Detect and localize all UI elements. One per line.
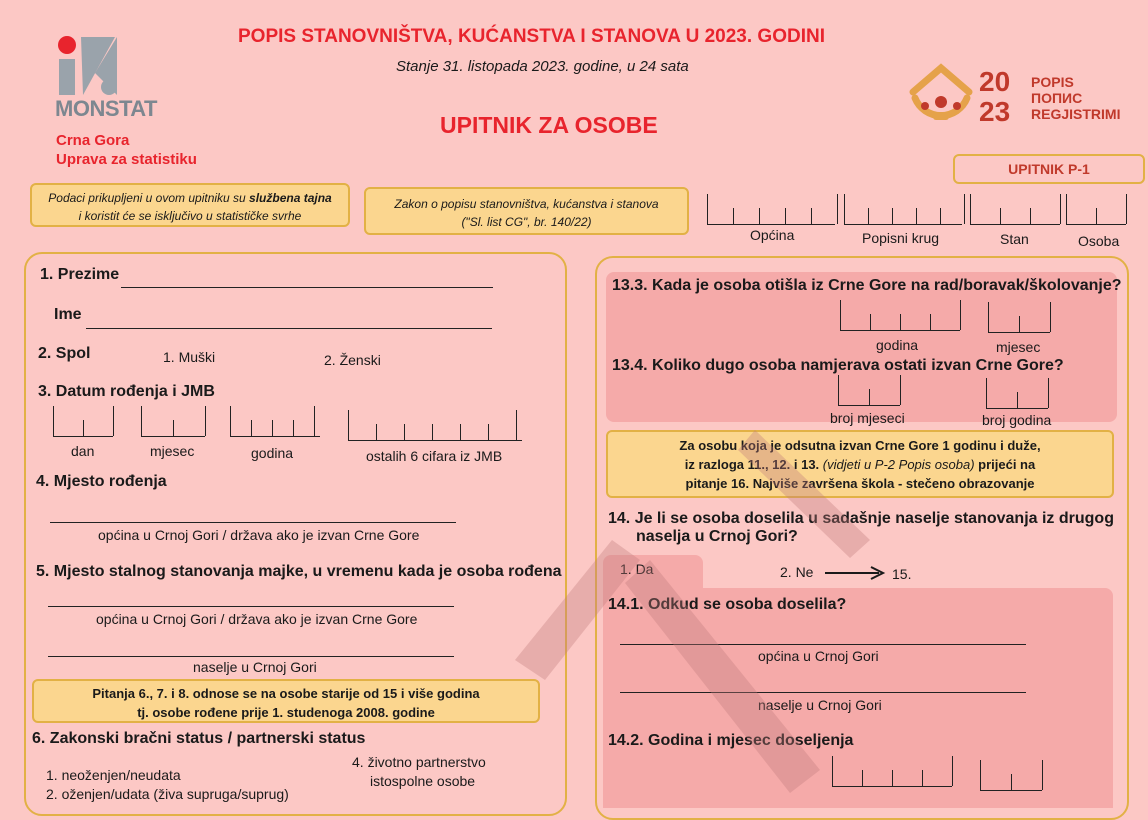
q14-1-line-2[interactable] [620,692,1026,693]
osoba-label: Osoba [1078,233,1120,249]
dob-day-label: dan [71,443,95,459]
dob-day-boxes[interactable] [53,406,113,437]
mother-residence-line-2[interactable] [48,656,454,657]
q3-dob-label: 3. Datum rođenja i JMB [38,383,215,400]
absence-note-line-2c: prijeći na [974,457,1036,472]
dob-month-boxes[interactable] [141,406,205,437]
jmb-boxes[interactable] [348,410,522,441]
popisni-krug-boxes[interactable] [844,194,962,225]
q13-4-label: 13.4. Koliko dugo osoba namjerava ostati izvan Crne Gore? [612,357,1064,374]
popisni-krug-label: Popisni krug [862,230,940,246]
logo-agency: Uprava za statistiku [56,151,197,168]
brand-year-bottom: 23 [979,96,1011,127]
age-note-box [32,679,540,723]
birthplace-caption: općina u Crnoj Gori / država ako je izvan Crne Gore [98,527,420,543]
form-code-badge [953,154,1145,184]
goto-arrow-icon [823,565,887,581]
brand-text-3: REGJISTRIMI [1031,106,1121,122]
q13-3-month-label: mjesec [996,339,1041,355]
birthplace-input-line[interactable] [50,522,456,523]
absence-note-line-3: pitanje 16. Najviše završena škola - stečeno obrazovanje [685,476,1035,491]
q14-1-caption-1: općina u Crnoj Gori [758,648,879,664]
logo-name: MONSTAT [55,96,157,121]
notice-text: Podaci prikupljeni u ovom upitniku su [48,191,250,205]
mother-residence-caption-2: naselje u Crnoj Gori [193,659,317,675]
confidentiality-notice [30,183,350,227]
census-subtitle: Stanje 31. listopada 2023. godine, u 24 sata [396,58,689,75]
name-input-line[interactable] [86,328,492,329]
form-code: UPITNIK P-1 [1008,161,1090,177]
q13-3-label: 13.3. Kada je osoba otišla iz Crne Gore na rad/boravak/školovanje? [612,277,1122,294]
law-notice [364,187,689,235]
house-people-icon [905,62,977,138]
marital-option-2[interactable]: 2. oženjen/udata (živa supruga/suprug) [46,786,289,802]
q14-1-caption-2: naselje u Crnoj Gori [758,697,882,713]
law-ref: ("Sl. list CG", br. 140/22) [461,215,592,229]
q13-4-months-label: broj mjeseci [830,410,905,426]
age-note-line-2: tj. osobe rođene prije 1. studenoga 2008. godine [137,705,435,720]
q5-mother-residence-label: 5. Mjesto stalnog stanovanja majke, u vremenu kada je osoba rođena [36,563,562,580]
dob-month-label: mjesec [150,443,195,459]
opcina-label: Općina [750,227,795,243]
law-text: Zakon o popisu stanovništva, kućanstva i stanova [394,197,659,211]
osoba-code-boxes[interactable] [1066,194,1126,225]
mother-residence-caption-1: općina u Crnoj Gori / država ako je izvan Crne Gore [96,611,418,627]
q14-label-2: naselja u Crnoj Gori? [636,528,798,545]
notice-text-2: i koristit će se isključivo u statističke svrhe [78,209,302,223]
opcina-code-boxes[interactable] [707,194,835,225]
absence-note-box [606,430,1114,498]
sex-option-female[interactable]: 2. Ženski [324,352,381,368]
q13-4-years-boxes[interactable] [986,378,1048,409]
brand-text-2: ПОПИС [1031,90,1083,106]
q13-4-years-label: broj godina [982,412,1052,428]
jmb-label: ostalih 6 cifara iz JMB [366,448,503,464]
census-title: POPIS STANOVNIŠTVA, KUĆANSTVA I STANOVA U 2023. GODINI [238,26,825,47]
dob-year-boxes[interactable] [230,406,320,437]
q14-2-year-boxes[interactable] [832,756,952,787]
form-title: UPITNIK ZA OSOBE [440,112,658,138]
sex-option-male[interactable]: 1. Muški [163,349,216,365]
q14-1-label: 14.1. Odkud se osoba doselila? [608,596,847,613]
q14-option-yes[interactable]: 1. Da [620,561,654,577]
q13-3-year-label: godina [876,337,919,353]
marital-option-4a[interactable]: 4. životno partnerstvo [352,754,486,770]
brand-text-1: POPIS [1031,74,1074,90]
q1-surname-label: 1. Prezime [40,266,120,283]
q6-marital-label: 6. Zakonski bračni status / partnerski status [32,730,366,747]
marital-option-4b[interactable]: istospolne osobe [370,773,476,789]
dob-year-label: godina [251,445,294,461]
marital-option-1[interactable]: 1. neoženjen/neudata [46,767,181,783]
q13-4-months-boxes[interactable] [838,375,900,406]
mother-residence-line-1[interactable] [48,606,454,607]
stan-label: Stan [1000,231,1029,247]
logo-country: Crna Gora [56,132,130,149]
q14-1-line-1[interactable] [620,644,1026,645]
q1-name-label: Ime [54,306,82,323]
surname-input-line[interactable] [121,287,493,288]
q14-option-no[interactable]: 2. Ne [780,564,814,580]
absence-note-line-1: Za osobu koja je odsutna izvan Crne Gore 1 godinu i duže, [679,438,1041,453]
q14-2-label: 14.2. Godina i mjesec doseljenja [608,732,854,749]
q13-3-month-boxes[interactable] [988,302,1050,333]
q4-birthplace-label: 4. Mjesto rođenja [36,473,167,490]
q13-3-year-boxes[interactable] [840,300,960,331]
census-brand-logo [905,62,1135,142]
absence-note-ref: (vidjeti u P-2 Popis osoba) [822,457,975,472]
q14-goto-target: 15. [892,566,912,582]
notice-bold: službena tajna [249,191,332,205]
q14-2-month-boxes[interactable] [980,760,1042,791]
stan-code-boxes[interactable] [970,194,1060,225]
age-note-line-1: Pitanja 6., 7. i 8. odnose se na osobe starije od 15 i više godina [92,686,480,701]
q14-label-1: 14. Je li se osoba doselila u sadašnje naselje stanovanja iz drugog [608,510,1114,527]
q2-sex-label: 2. Spol [38,345,91,362]
brand-year-top: 20 [979,66,1011,97]
absence-note-line-2a: iz razloga 11., 12. i 13. [684,457,823,472]
